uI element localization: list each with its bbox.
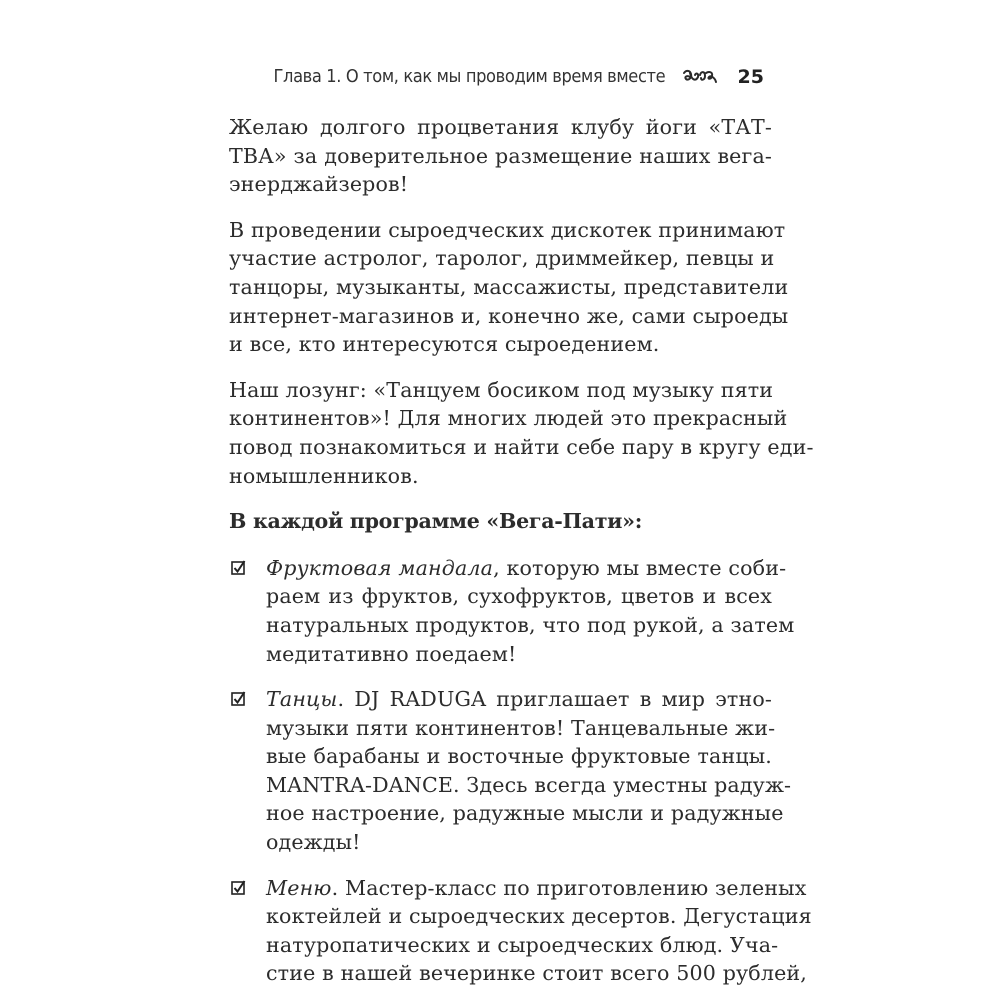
chapter-title: Глава 1. О том, как мы проводим время вместе bbox=[273, 67, 666, 87]
checkbox-checked-icon bbox=[231, 560, 246, 575]
text-line: ное настроение, радужные мысли и радужные bbox=[266, 801, 784, 826]
text-line: стие в нашей вечеринке стоит всего 500 рублей, bbox=[266, 961, 807, 986]
text-line: раем из фруктов, сухофруктов, цветов и всех bbox=[266, 584, 772, 609]
program-item-menu bbox=[229, 874, 812, 988]
item-lead: Меню bbox=[266, 875, 332, 900]
program-heading: В каждой программе «Вега-Пати»: bbox=[229, 509, 643, 534]
text-line: MANTRA-DANCE. Здесь всегда уместны радуж- bbox=[266, 772, 792, 797]
paragraph-slogan bbox=[229, 376, 814, 490]
page-body bbox=[229, 113, 814, 1005]
text-line: танцоры, музыканты, массажисты, представители bbox=[229, 274, 789, 299]
item-text: , которую мы вместе соби- bbox=[493, 555, 787, 580]
text-line: вые барабаны и восточные фруктовые танцы. bbox=[266, 744, 772, 769]
running-head bbox=[244, 63, 764, 91]
text-line: и все, кто интересуются сыроедением. bbox=[229, 332, 660, 357]
text-line: одежды! bbox=[266, 830, 361, 855]
text-line: натуропатических и сыроедческих блюд. Уча- bbox=[266, 932, 779, 957]
program-list bbox=[229, 554, 812, 988]
program-item-dance bbox=[229, 685, 792, 857]
item-lead: Фруктовая мандала bbox=[266, 555, 494, 580]
paragraph-participants bbox=[229, 216, 789, 359]
program-item-mandala bbox=[229, 554, 795, 668]
text-line: повод познакомиться и найти себе пару в кругу еди- bbox=[229, 434, 814, 459]
text-line: энерджайзеров! bbox=[229, 172, 409, 197]
page-number: 25 bbox=[737, 66, 764, 88]
text-line: ТВА» за доверительное размещение наших вега- bbox=[229, 143, 772, 168]
item-text: . Мастер-класс по приготовлению зеленых bbox=[331, 875, 807, 900]
decorative-flourish-icon bbox=[682, 69, 718, 85]
text-line: интернет-магазинов и, конечно же, сами сыроеды bbox=[229, 303, 789, 328]
text-line: натуральных продуктов, что под рукой, а затем bbox=[266, 612, 795, 637]
text-line: В проведении сыроедческих дискотек принимают bbox=[229, 217, 786, 242]
text-line: Наш лозунг: «Танцуем босиком под музыку пяти bbox=[229, 377, 774, 402]
text-line: номышленников. bbox=[229, 463, 419, 488]
item-lead: Танцы bbox=[266, 687, 338, 712]
item-text: . DJ RADUGA приглашает в мир этно- bbox=[337, 687, 772, 712]
checkbox-checked-icon bbox=[231, 880, 246, 895]
text-line: участие астролог, таролог, дриммейкер, певцы и bbox=[229, 246, 775, 271]
text-line: континентов»! Для многих людей это прекрасный bbox=[229, 406, 788, 431]
text-line: Желаю долгого процветания клубу йоги «ТАТ- bbox=[229, 115, 772, 139]
checkbox-checked-icon bbox=[231, 691, 246, 706]
text-line: медитативно поедаем! bbox=[266, 641, 517, 666]
text-line: коктейлей и сыроедческих десертов. Дегустация bbox=[266, 904, 812, 929]
paragraph-thanks bbox=[229, 113, 772, 199]
text-line: музыки пяти континентов! Танцевальные жи- bbox=[266, 715, 776, 740]
